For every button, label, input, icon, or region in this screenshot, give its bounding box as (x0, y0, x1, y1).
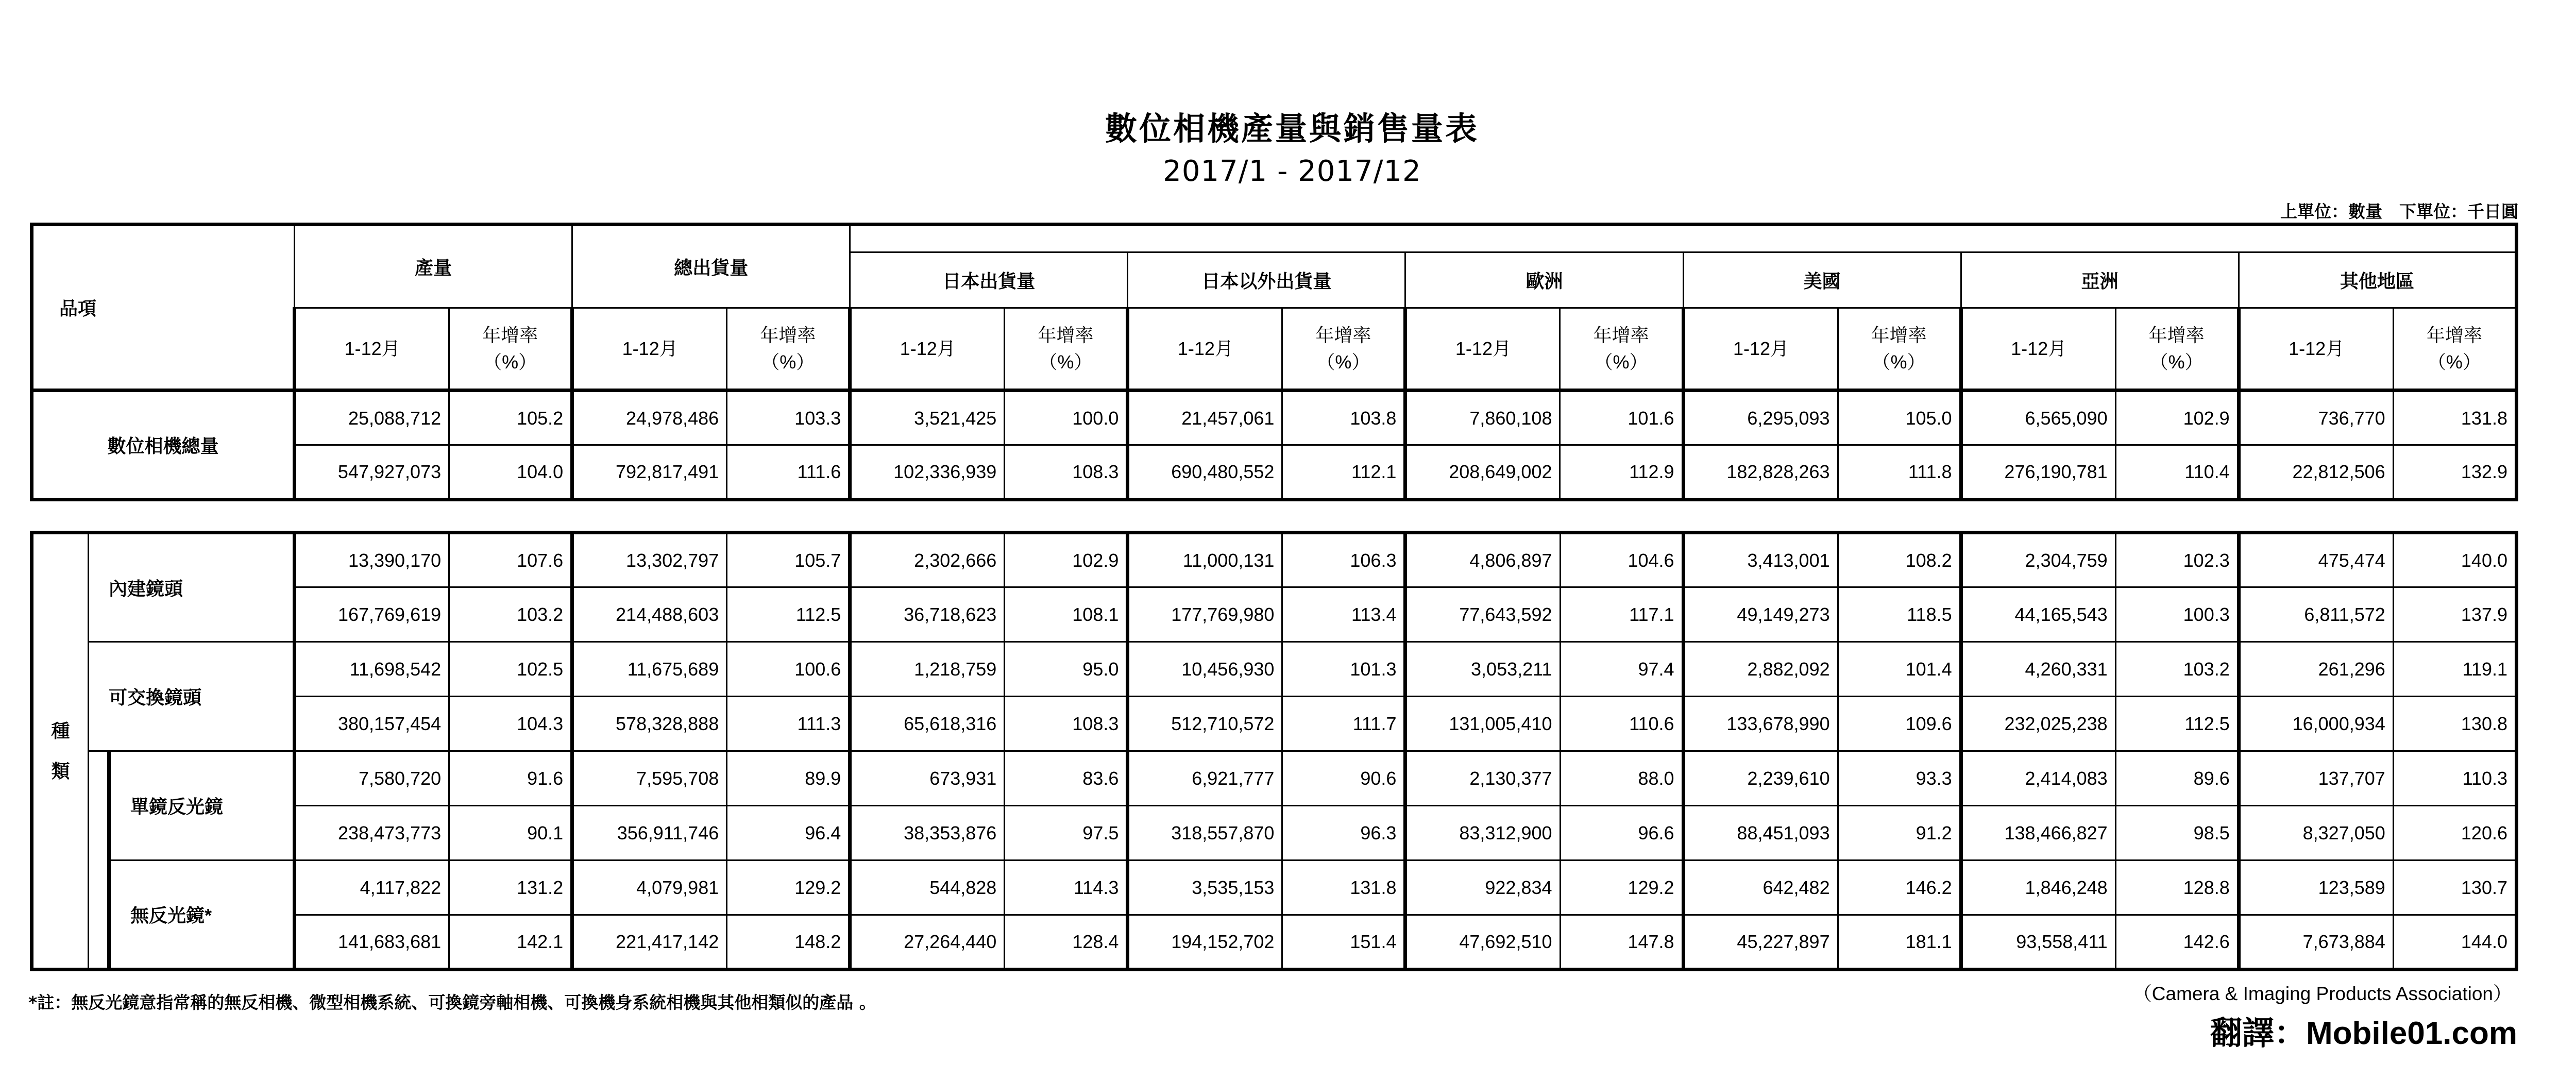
period-header: 1-12月 (295, 308, 449, 391)
subheader-row (32, 308, 2517, 391)
total-value-growth-cell: 104.0 (449, 445, 572, 500)
row-value-growth-cell: 98.5 (2115, 806, 2239, 860)
total-value-row (32, 445, 2517, 500)
row-value-amount-cell: 6,811,572 (2239, 587, 2393, 642)
row-quantity-amount-cell: 13,302,797 (572, 533, 727, 587)
row-value-amount-cell: 232,025,238 (1961, 697, 2115, 751)
item-header: 品項 (32, 225, 295, 391)
row-quantity-growth-cell: 108.2 (1838, 533, 1961, 587)
row-quantity-amount-cell: 261,296 (2239, 642, 2393, 697)
total-label: 數位相機總量 (32, 391, 295, 500)
row-quantity-amount-cell: 2,239,610 (1683, 751, 1838, 806)
page-title: 數位相機產量與銷售量表 (1105, 110, 1479, 147)
row-quantity-growth-cell: 131.8 (1282, 860, 1405, 915)
row-value-amount-cell: 38,353,876 (850, 806, 1005, 860)
row-value-amount-cell: 194,152,702 (1128, 915, 1282, 970)
row-quantity-amount-cell: 11,698,542 (295, 642, 449, 697)
row-quantity-growth-cell: 89.6 (2115, 751, 2239, 806)
growth-header-unit: （%） (2149, 351, 2204, 373)
row-quantity-growth-cell: 103.2 (2115, 642, 2239, 697)
row-quantity-amount-cell: 123,589 (2239, 860, 2393, 915)
row-value-amount-cell: 133,678,990 (1683, 697, 1838, 751)
growth-header (727, 308, 850, 391)
row-quantity-amount-cell: 2,304,759 (1961, 533, 2115, 587)
total-value-growth-cell: 108.3 (1005, 445, 1128, 500)
row-value-amount-cell: 44,165,543 (1961, 587, 2115, 642)
row-quantity-amount-cell: 2,414,083 (1961, 751, 2115, 806)
growth-header-label: 年增率 (1593, 324, 1649, 346)
row-value-amount-cell: 88,451,093 (1683, 806, 1838, 860)
total-value-amount-cell: 102,336,939 (850, 445, 1005, 500)
row-quantity-growth-cell: 100.6 (727, 642, 850, 697)
row-quantity-growth-cell: 91.6 (449, 751, 572, 806)
row-value-amount-cell: 27,264,440 (850, 915, 1005, 970)
row-quantity-growth-cell: 129.2 (727, 860, 850, 915)
growth-header-label: 年增率 (482, 324, 538, 346)
period-header: 1-12月 (1683, 308, 1838, 391)
total-value-amount-cell: 208,649,002 (1405, 445, 1560, 500)
group-header-europe: 歐洲 (1405, 252, 1683, 308)
row-quantity-growth-cell: 97.4 (1560, 642, 1683, 697)
growth-header-label: 年增率 (1315, 324, 1371, 346)
row-value-amount-cell: 8,327,050 (2239, 806, 2393, 860)
row-quantity-growth-cell: 104.6 (1560, 533, 1683, 587)
category-label: 種 類 (32, 533, 89, 970)
growth-header-label: 年增率 (1038, 324, 1094, 346)
group-header-asia: 亞洲 (1961, 252, 2239, 308)
row-value-amount-cell: 83,312,900 (1405, 806, 1560, 860)
row-quantity-amount-cell: 1,218,759 (850, 642, 1005, 697)
growth-header-label: 年增率 (760, 324, 816, 346)
row-quantity-growth-cell: 90.6 (1282, 751, 1405, 806)
row-value-amount-cell: 77,643,592 (1405, 587, 1560, 642)
row-value-amount-cell: 93,558,411 (1961, 915, 2115, 970)
row-quantity-amount-cell: 3,413,001 (1683, 533, 1838, 587)
total-quantity-growth-cell: 103.3 (727, 391, 850, 445)
row-value-growth-cell: 148.2 (727, 915, 850, 970)
row-value-growth-cell: 137.9 (2393, 587, 2516, 642)
total-quantity-growth-cell: 105.0 (1838, 391, 1961, 445)
row-quantity-amount-cell: 11,675,689 (572, 642, 727, 697)
row-quantity-growth-cell: 106.3 (1282, 533, 1405, 587)
total-quantity-amount-cell: 25,088,712 (295, 391, 449, 445)
row-quantity-growth-cell: 114.3 (1005, 860, 1128, 915)
total-quantity-growth-cell: 102.9 (2115, 391, 2239, 445)
total-value-amount-cell: 182,828,263 (1683, 445, 1838, 500)
growth-header (1005, 308, 1128, 391)
growth-header-unit: （%） (1039, 351, 1093, 373)
growth-header (449, 308, 572, 391)
category-table (30, 531, 2518, 971)
row-quantity-amount-cell: 1,846,248 (1961, 860, 2115, 915)
row-value-amount-cell: 177,769,980 (1128, 587, 1282, 642)
total-quantity-amount-cell: 6,295,093 (1683, 391, 1838, 445)
total-value-growth-cell: 111.6 (727, 445, 850, 500)
row-value-growth-cell: 151.4 (1282, 915, 1405, 970)
total-quantity-amount-cell: 736,770 (2239, 391, 2393, 445)
growth-header-label: 年增率 (2426, 324, 2482, 346)
row-quantity-amount-cell: 922,834 (1405, 860, 1560, 915)
units-note: 上單位：數量 下單位：千日圓 (2280, 201, 2518, 222)
total-quantity-row (32, 391, 2517, 445)
growth-header (2115, 308, 2239, 391)
row-quantity-growth-cell: 146.2 (1838, 860, 1961, 915)
period-header: 1-12月 (572, 308, 727, 391)
total-quantity-growth-cell: 101.6 (1560, 391, 1683, 445)
row-value-growth-cell: 109.6 (1838, 697, 1961, 751)
row-value-growth-cell: 142.6 (2115, 915, 2239, 970)
total-quantity-amount-cell: 24,978,486 (572, 391, 727, 445)
row-label-interchangeable-lens: 可交換鏡頭 (89, 642, 295, 751)
group-header-japan: 日本出貨量 (850, 252, 1128, 308)
growth-header-label: 年增率 (2148, 324, 2205, 346)
row-quantity-growth-cell: 101.4 (1838, 642, 1961, 697)
row-quantity-growth-cell: 128.8 (2115, 860, 2239, 915)
row-quantity-amount-cell: 2,302,666 (850, 533, 1005, 587)
group-header-overseas: 日本以外出貨量 (1128, 252, 1405, 308)
total-quantity-amount-cell: 7,860,108 (1405, 391, 1560, 445)
row-quantity-growth-cell: 83.6 (1005, 751, 1128, 806)
translator-credit: 翻譯：Mobile01.com (2210, 1016, 2517, 1051)
row-quantity-growth-cell: 88.0 (1560, 751, 1683, 806)
row-value-growth-cell: 90.1 (449, 806, 572, 860)
row-value-growth-cell: 96.3 (1282, 806, 1405, 860)
period-header: 1-12月 (850, 308, 1005, 391)
row-value-growth-cell: 181.1 (1838, 915, 1961, 970)
total-value-amount-cell: 276,190,781 (1961, 445, 2115, 500)
total-value-growth-cell: 111.8 (1838, 445, 1961, 500)
total-quantity-amount-cell: 21,457,061 (1128, 391, 1282, 445)
row-value-growth-cell: 118.5 (1838, 587, 1961, 642)
row-label-builtin-lens: 內建鏡頭 (89, 533, 295, 642)
row-value-amount-cell: 214,488,603 (572, 587, 727, 642)
growth-header (1560, 308, 1683, 391)
footnote: *註：無反光鏡意指常稱的無反相機、微型相機系統、可換鏡旁軸相機、可換機身系統相機與其他相類似的產品 。 (28, 992, 876, 1012)
row-value-growth-cell: 147.8 (1560, 915, 1683, 970)
row-value-growth-cell: 128.4 (1005, 915, 1128, 970)
row-value-amount-cell: 47,692,510 (1405, 915, 1560, 970)
row-quantity-growth-cell: 131.2 (449, 860, 572, 915)
row-value-amount-cell: 318,557,870 (1128, 806, 1282, 860)
row-quantity-amount-cell: 673,931 (850, 751, 1005, 806)
row-quantity-amount-cell: 13,390,170 (295, 533, 449, 587)
row-value-amount-cell: 141,683,681 (295, 915, 449, 970)
total-quantity-growth-cell: 100.0 (1005, 391, 1128, 445)
total-quantity-amount-cell: 6,565,090 (1961, 391, 2115, 445)
row-value-growth-cell: 112.5 (727, 587, 850, 642)
row-value-amount-cell: 131,005,410 (1405, 697, 1560, 751)
row-quantity-amount-cell: 475,474 (2239, 533, 2393, 587)
period-header: 1-12月 (2239, 308, 2393, 391)
row-quantity-growth-cell: 95.0 (1005, 642, 1128, 697)
row-value-growth-cell: 113.4 (1282, 587, 1405, 642)
row-quantity-amount-cell: 4,260,331 (1961, 642, 2115, 697)
row-quantity-amount-cell: 6,921,777 (1128, 751, 1282, 806)
row-value-growth-cell: 144.0 (2393, 915, 2516, 970)
row-quantity-growth-cell: 102.5 (449, 642, 572, 697)
row-value-amount-cell: 45,227,897 (1683, 915, 1838, 970)
row-value-growth-cell: 111.3 (727, 697, 850, 751)
row-value-growth-cell: 96.4 (727, 806, 850, 860)
row-quantity-amount-cell: 137,707 (2239, 751, 2393, 806)
row-quantity-amount-cell: 4,117,822 (295, 860, 449, 915)
row-value-growth-cell: 142.1 (449, 915, 572, 970)
row-quantity-growth-cell: 105.7 (727, 533, 850, 587)
period-header: 1-12月 (1405, 308, 1560, 391)
row-value-growth-cell: 108.3 (1005, 697, 1128, 751)
row-value-growth-cell: 130.8 (2393, 697, 2516, 751)
row-value-amount-cell: 356,911,746 (572, 806, 727, 860)
row-quantity-amount-cell: 642,482 (1683, 860, 1838, 915)
total-value-amount-cell: 547,927,073 (295, 445, 449, 500)
row-quantity-amount-cell: 7,595,708 (572, 751, 727, 806)
row-value-growth-cell: 91.2 (1838, 806, 1961, 860)
row-value-amount-cell: 512,710,572 (1128, 697, 1282, 751)
row-value-growth-cell: 97.5 (1005, 806, 1128, 860)
row-value-growth-cell: 110.6 (1560, 697, 1683, 751)
total-quantity-growth-cell: 103.8 (1282, 391, 1405, 445)
growth-header-unit: （%） (1872, 351, 1926, 373)
row-quantity-amount-cell: 544,828 (850, 860, 1005, 915)
growth-header-unit: （%） (1594, 351, 1648, 373)
row-value-amount-cell: 578,328,888 (572, 697, 727, 751)
row-value-growth-cell: 100.3 (2115, 587, 2239, 642)
total-value-growth-cell: 110.4 (2115, 445, 2239, 500)
row-quantity-growth-cell: 130.7 (2393, 860, 2516, 915)
row-quantity-growth-cell: 102.9 (1005, 533, 1128, 587)
row-quantity-growth-cell: 102.3 (2115, 533, 2239, 587)
row-value-growth-cell: 103.2 (449, 587, 572, 642)
total-value-amount-cell: 792,817,491 (572, 445, 727, 500)
row-label-dslr: 單鏡反光鏡 (109, 751, 295, 860)
total-value-amount-cell: 22,812,506 (2239, 445, 2393, 500)
group-header-other: 其他地區 (2239, 252, 2516, 308)
row-value-growth-cell: 108.1 (1005, 587, 1128, 642)
row-quantity-growth-cell: 107.6 (449, 533, 572, 587)
group-header-total-shipments: 總出貨量 (572, 225, 850, 308)
row-value-amount-cell: 138,466,827 (1961, 806, 2115, 860)
row-value-growth-cell: 96.6 (1560, 806, 1683, 860)
row-quantity-growth-cell: 129.2 (1560, 860, 1683, 915)
row-quantity-amount-cell: 2,130,377 (1405, 751, 1560, 806)
period-header: 1-12月 (1961, 308, 2115, 391)
growth-header (1838, 308, 1961, 391)
row-value-growth-cell: 117.1 (1560, 587, 1683, 642)
row-quantity-growth-cell: 119.1 (2393, 642, 2516, 697)
row-value-amount-cell: 7,673,884 (2239, 915, 2393, 970)
row-quantity-amount-cell: 7,580,720 (295, 751, 449, 806)
row-value-amount-cell: 221,417,142 (572, 915, 727, 970)
indent-spacer (89, 751, 109, 970)
total-value-amount-cell: 690,480,552 (1128, 445, 1282, 500)
row-quantity-growth-cell: 140.0 (2393, 533, 2516, 587)
row-quantity-amount-cell: 10,456,930 (1128, 642, 1282, 697)
total-value-growth-cell: 112.9 (1560, 445, 1683, 500)
period-header: 1-12月 (1128, 308, 1282, 391)
row-quantity-growth-cell: 101.3 (1282, 642, 1405, 697)
row-value-growth-cell: 112.5 (2115, 697, 2239, 751)
row-quantity-amount-cell: 2,882,092 (1683, 642, 1838, 697)
period-subtitle: 2017/1 - 2017/12 (1163, 155, 1421, 188)
row-quantity-amount-cell: 3,053,211 (1405, 642, 1560, 697)
row-value-growth-cell: 111.7 (1282, 697, 1405, 751)
row-value-amount-cell: 16,000,934 (2239, 697, 2393, 751)
total-quantity-growth-cell: 131.8 (2393, 391, 2516, 445)
header-spacer (850, 225, 2517, 252)
row-value-amount-cell: 238,473,773 (295, 806, 449, 860)
group-header-production: 產量 (295, 225, 572, 308)
row-quantity-amount-cell: 4,079,981 (572, 860, 727, 915)
total-quantity-growth-cell: 105.2 (449, 391, 572, 445)
row-quantity-amount-cell: 3,535,153 (1128, 860, 1282, 915)
summary-table (30, 223, 2518, 501)
row-value-growth-cell: 120.6 (2393, 806, 2516, 860)
row-quantity-amount-cell: 11,000,131 (1128, 533, 1282, 587)
growth-header (2393, 308, 2516, 391)
row-quantity-amount-cell: 4,806,897 (1405, 533, 1560, 587)
growth-header-label: 年增率 (1871, 324, 1927, 346)
total-quantity-amount-cell: 3,521,425 (850, 391, 1005, 445)
source-credit: （Camera & Imaging Products Association） (2132, 983, 2512, 1004)
group-header-americas: 美國 (1683, 252, 1961, 308)
row-value-amount-cell: 167,769,619 (295, 587, 449, 642)
total-value-growth-cell: 132.9 (2393, 445, 2516, 500)
row-value-amount-cell: 36,718,623 (850, 587, 1005, 642)
row-value-amount-cell: 380,157,454 (295, 697, 449, 751)
row-label-mirrorless: 無反光鏡* (109, 860, 295, 970)
row-value-amount-cell: 49,149,273 (1683, 587, 1838, 642)
row-value-amount-cell: 65,618,316 (850, 697, 1005, 751)
growth-header-unit: （%） (483, 351, 537, 373)
row-quantity-growth-cell: 93.3 (1838, 751, 1961, 806)
total-value-growth-cell: 112.1 (1282, 445, 1405, 500)
growth-header (1282, 308, 1405, 391)
growth-header-unit: （%） (1316, 351, 1370, 373)
growth-header-unit: （%） (2427, 351, 2481, 373)
row-quantity-growth-cell: 89.9 (727, 751, 850, 806)
growth-header-unit: （%） (761, 351, 815, 373)
row-quantity-growth-cell: 110.3 (2393, 751, 2516, 806)
row-value-growth-cell: 104.3 (449, 697, 572, 751)
